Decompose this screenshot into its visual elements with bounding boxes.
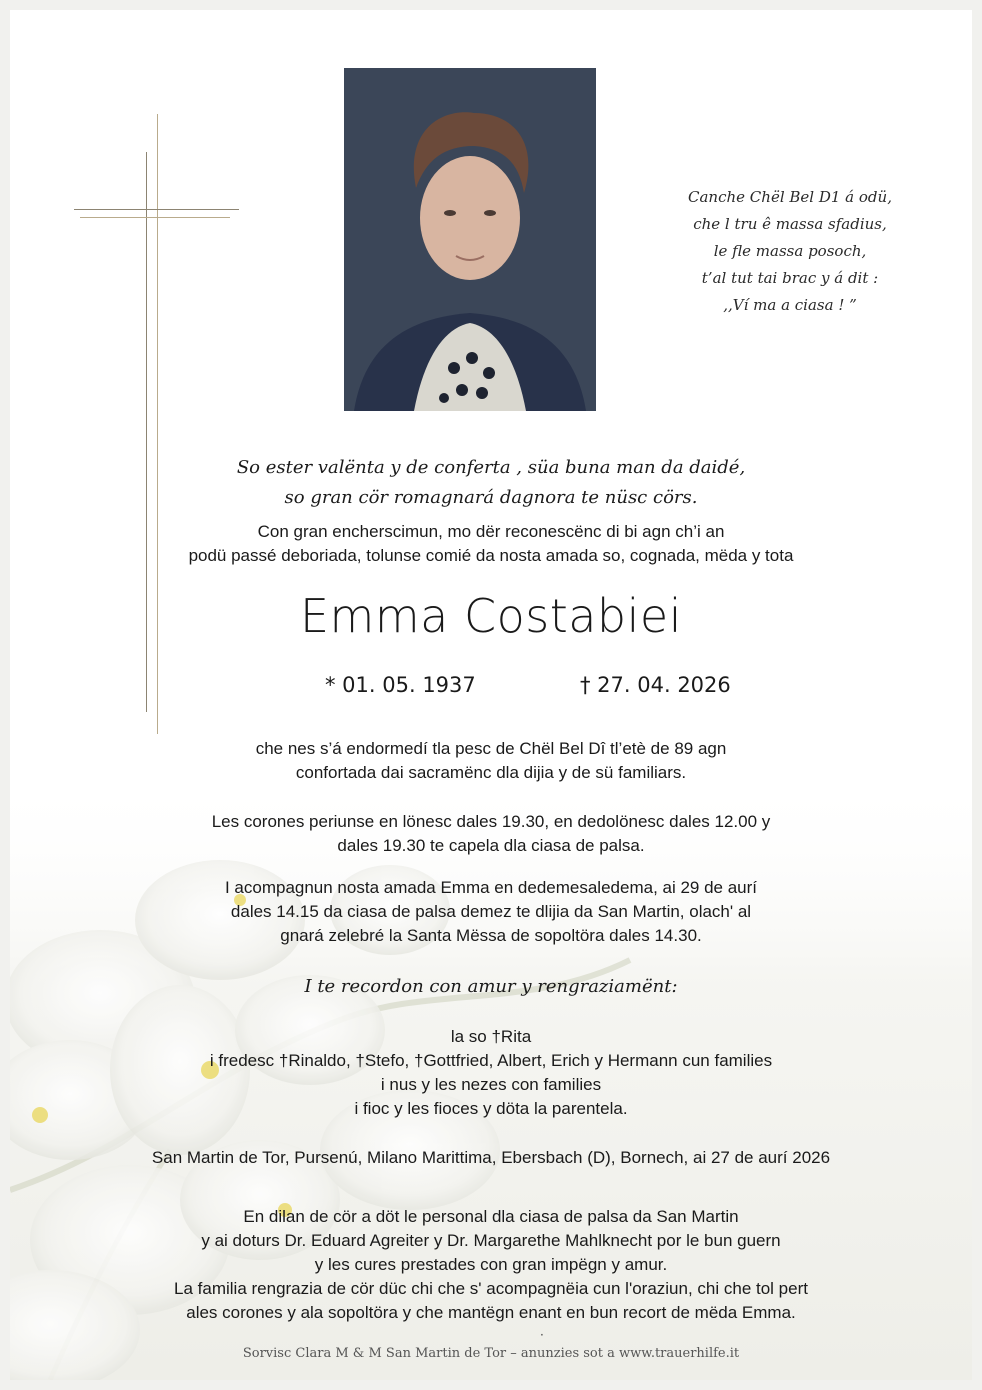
place-date [10, 1146, 972, 1170]
remember-text [10, 972, 972, 1002]
poem-line: t’al tut tai brac y á dit : [701, 269, 879, 287]
thanks-line: La familia rengrazia de cör düc chi che s' acompagnëia cun l'oraziun, chi che tol pert [174, 1279, 808, 1298]
intro-text [10, 520, 972, 568]
cross-horizontal-line-inner [80, 217, 230, 218]
intro-line: Con gran encherscimun, mo dër reconescënc di bi agn ch’i an [257, 522, 725, 541]
family-line: i nus y les nezes con families [380, 1075, 602, 1094]
obituary-card [10, 10, 972, 1380]
cross-horizontal-line [74, 209, 239, 210]
poem-line: ,,Ví ma a ciasa ! ” [723, 296, 857, 314]
thanks-line: y les cures prestades con gran impëgn y amur. [314, 1255, 668, 1274]
thanks-line: En dilan de cör a döt le personal dla ciasa de palsa da San Martin [243, 1207, 739, 1226]
rosary-line: dales 19.30 te capela dla ciasa de palsa. [337, 836, 645, 855]
family-line: la so †Rita [450, 1027, 532, 1046]
rosary-line: Les corones periunse en lönesc dales 19.30, en dedolönesc dales 12.00 y [211, 812, 771, 831]
death-notice [10, 737, 972, 785]
family-line: i fredesc †Rinaldo, †Stefo, †Gottfried, Albert, Erich y Hermann cun families [209, 1051, 773, 1070]
death-notice-line: confortada dai sacramënc dla dijia y de sü familiars. [295, 763, 687, 782]
separator-dot: · [540, 1328, 544, 1342]
thanks-line: y ai doturs Dr. Eduard Agreiter y Dr. Margarethe Mahlknecht por le bun guern [201, 1231, 781, 1250]
deceased-name: Emma Costabiei [299, 589, 682, 643]
poem-line: Canche Chël Bel D1 á odü, [688, 188, 892, 206]
rosary-info [10, 810, 972, 858]
tribute-text [10, 453, 972, 513]
funeral-info [10, 876, 972, 948]
death-date: † 27. 04. 2026 [580, 673, 731, 697]
footer-credit: Sorvisc Clara M & M San Martin de Tor – anunzies sot a www.trauerhilfe.it [242, 1346, 740, 1361]
thanks-text [10, 1205, 972, 1325]
poem-line: che l tru ê massa sfadius, [693, 215, 887, 233]
poem [650, 184, 930, 319]
remember-line: I te recordon con amur y rengraziamënt: [304, 976, 678, 997]
portrait-photo [344, 68, 596, 411]
funeral-line: gnará zelebré la Santa Mëssa de sopoltöra dales 14.30. [280, 926, 702, 945]
birth-date: * 01. 05. 1937 [325, 673, 476, 697]
family-line: i fioc y les fioces y döta la parentela. [354, 1099, 628, 1118]
death-notice-line: che nes s’á endormedí tla pesc de Chël Bel Dî tl’etè de 89 agn [255, 739, 727, 758]
tribute-line: so gran cör romagnará dagnora te nüsc cörs. [284, 487, 698, 508]
place-date-line: San Martin de Tor, Pursenú, Milano Marittima, Ebersbach (D), Bornech, ai 27 de aurí 2026 [151, 1148, 831, 1167]
intro-line: podü passé deboriada, tolunse comié da nosta amada so, cognada, mëda y tota [188, 546, 794, 565]
funeral-line: I acompagnun nosta amada Emma en dedemesaledema, ai 29 de aurí [224, 878, 758, 897]
tribute-line: So ester valënta y de conferta , süa buna man da daidé, [236, 457, 746, 478]
poem-line: le fle massa posoch, [713, 242, 867, 260]
thanks-line: ales corones y ala sopoltöra y che mantëgn enant en bun recort de mëda Emma. [186, 1303, 796, 1322]
funeral-line: dales 14.15 da ciasa de palsa demez te dlijia da San Martin, olach' al [230, 902, 752, 921]
family-list [10, 1025, 972, 1121]
